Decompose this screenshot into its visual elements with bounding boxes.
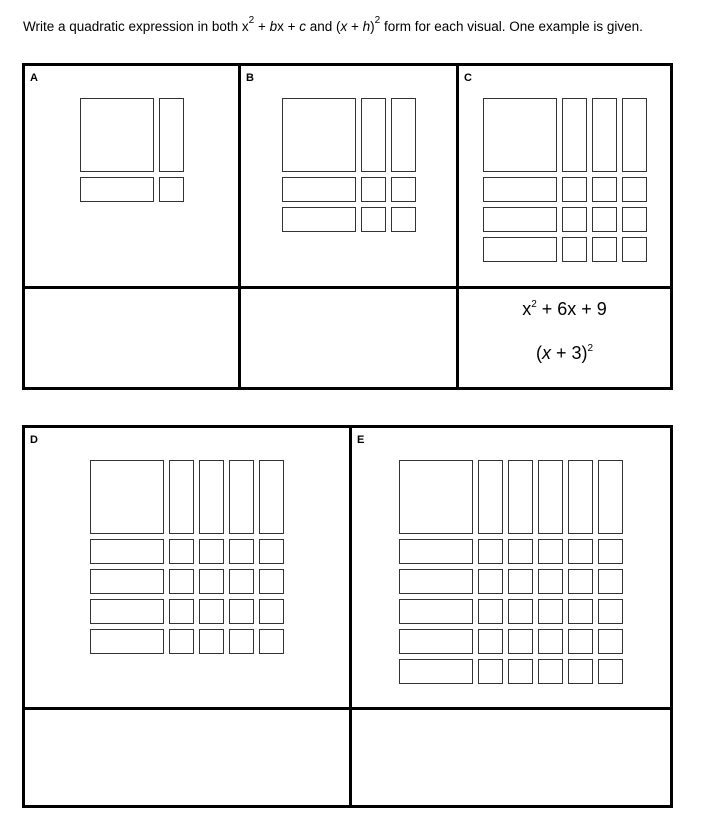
unit-tile <box>508 599 533 624</box>
answer-cell-b[interactable] <box>241 289 456 387</box>
x-tile <box>508 460 533 534</box>
x-tile <box>259 460 284 534</box>
unit-tile <box>598 659 623 684</box>
unit-tile <box>259 569 284 594</box>
unit-tile <box>538 629 563 654</box>
unit-tile <box>568 569 593 594</box>
x-tile <box>592 98 617 172</box>
unit-tile <box>568 629 593 654</box>
x-tile <box>169 460 194 534</box>
answer-cell-a[interactable] <box>25 289 238 387</box>
x-tile <box>391 98 416 172</box>
answer-vertex-form: $(x + 3)^2$ <box>535 343 594 363</box>
x-tile <box>568 460 593 534</box>
unit-tile <box>598 599 623 624</box>
answer-cell-d[interactable] <box>25 710 349 805</box>
x-tile <box>90 569 164 594</box>
x-tile <box>483 177 557 202</box>
x-tile <box>282 177 356 202</box>
x-tile <box>622 98 647 172</box>
x-tile <box>159 98 184 172</box>
visual-cell-a <box>25 66 238 286</box>
x-tile <box>90 539 164 564</box>
x-tile <box>399 599 473 624</box>
x-tile <box>483 207 557 232</box>
unit-tile <box>508 569 533 594</box>
unit-tile <box>562 237 587 262</box>
unit-tile <box>391 177 416 202</box>
table-bottom <box>22 425 673 808</box>
x-squared-tile <box>80 98 154 172</box>
unit-tile <box>562 207 587 232</box>
unit-tile <box>538 569 563 594</box>
unit-tile <box>391 207 416 232</box>
x-tile <box>562 98 587 172</box>
visual-label: C <box>464 72 472 84</box>
unit-tile <box>199 629 224 654</box>
unit-tile <box>199 539 224 564</box>
unit-tile <box>508 539 533 564</box>
unit-tile <box>622 207 647 232</box>
x-tile <box>282 207 356 232</box>
visual-label: B <box>246 72 254 84</box>
unit-tile <box>598 539 623 564</box>
unit-tile <box>169 599 194 624</box>
unit-tile <box>259 599 284 624</box>
unit-tile <box>538 539 563 564</box>
unit-tile <box>229 629 254 654</box>
unit-tile <box>568 539 593 564</box>
x-squared-tile <box>399 460 473 534</box>
unit-tile <box>538 659 563 684</box>
x-tile <box>80 177 154 202</box>
unit-tile <box>598 569 623 594</box>
x-tile <box>399 629 473 654</box>
answer-standard-form: $x^2 + 6x + 9$ <box>522 299 607 319</box>
unit-tile <box>259 629 284 654</box>
unit-tile <box>568 599 593 624</box>
answer-cell-c <box>459 289 670 387</box>
unit-tile <box>478 629 503 654</box>
unit-tile <box>568 659 593 684</box>
visual-cell-b <box>241 66 456 286</box>
unit-tile <box>199 569 224 594</box>
unit-tile <box>169 569 194 594</box>
visual-label: D <box>30 434 38 446</box>
unit-tile <box>562 177 587 202</box>
x-tile <box>229 460 254 534</box>
visual-label: A <box>30 72 38 84</box>
x-tile <box>90 629 164 654</box>
x-tile <box>199 460 224 534</box>
x-tile <box>361 98 386 172</box>
unit-tile <box>622 237 647 262</box>
unit-tile <box>538 599 563 624</box>
visual-label: E <box>357 434 365 446</box>
visual-cell-e <box>352 428 670 707</box>
unit-tile <box>592 237 617 262</box>
visual-cell-d <box>25 428 349 707</box>
x-tile <box>538 460 563 534</box>
unit-tile <box>259 539 284 564</box>
answer-cell-e[interactable] <box>352 710 670 805</box>
x-tile <box>399 659 473 684</box>
unit-tile <box>592 207 617 232</box>
visual-cell-c <box>459 66 670 286</box>
table-top <box>22 63 673 390</box>
unit-tile <box>478 569 503 594</box>
x-squared-tile <box>282 98 356 172</box>
unit-tile <box>598 629 623 654</box>
x-squared-tile <box>483 98 557 172</box>
unit-tile <box>622 177 647 202</box>
unit-tile <box>478 599 503 624</box>
unit-tile <box>199 599 224 624</box>
unit-tile <box>229 569 254 594</box>
unit-tile <box>478 659 503 684</box>
unit-tile <box>361 177 386 202</box>
unit-tile <box>508 629 533 654</box>
unit-tile <box>229 599 254 624</box>
unit-tile <box>169 629 194 654</box>
unit-tile <box>361 207 386 232</box>
instructions: Write a quadratic expression in both $x^2$ + bx + c and $(x + h)^2$ form for each visual. One example is given. <box>23 15 643 34</box>
unit-tile <box>592 177 617 202</box>
unit-tile <box>169 539 194 564</box>
x-tile <box>399 539 473 564</box>
x-tile <box>399 569 473 594</box>
unit-tile <box>159 177 184 202</box>
unit-tile <box>478 539 503 564</box>
x-tile <box>478 460 503 534</box>
x-tile <box>90 599 164 624</box>
unit-tile <box>229 539 254 564</box>
x-tile <box>598 460 623 534</box>
unit-tile <box>508 659 533 684</box>
x-squared-tile <box>90 460 164 534</box>
x-tile <box>483 237 557 262</box>
